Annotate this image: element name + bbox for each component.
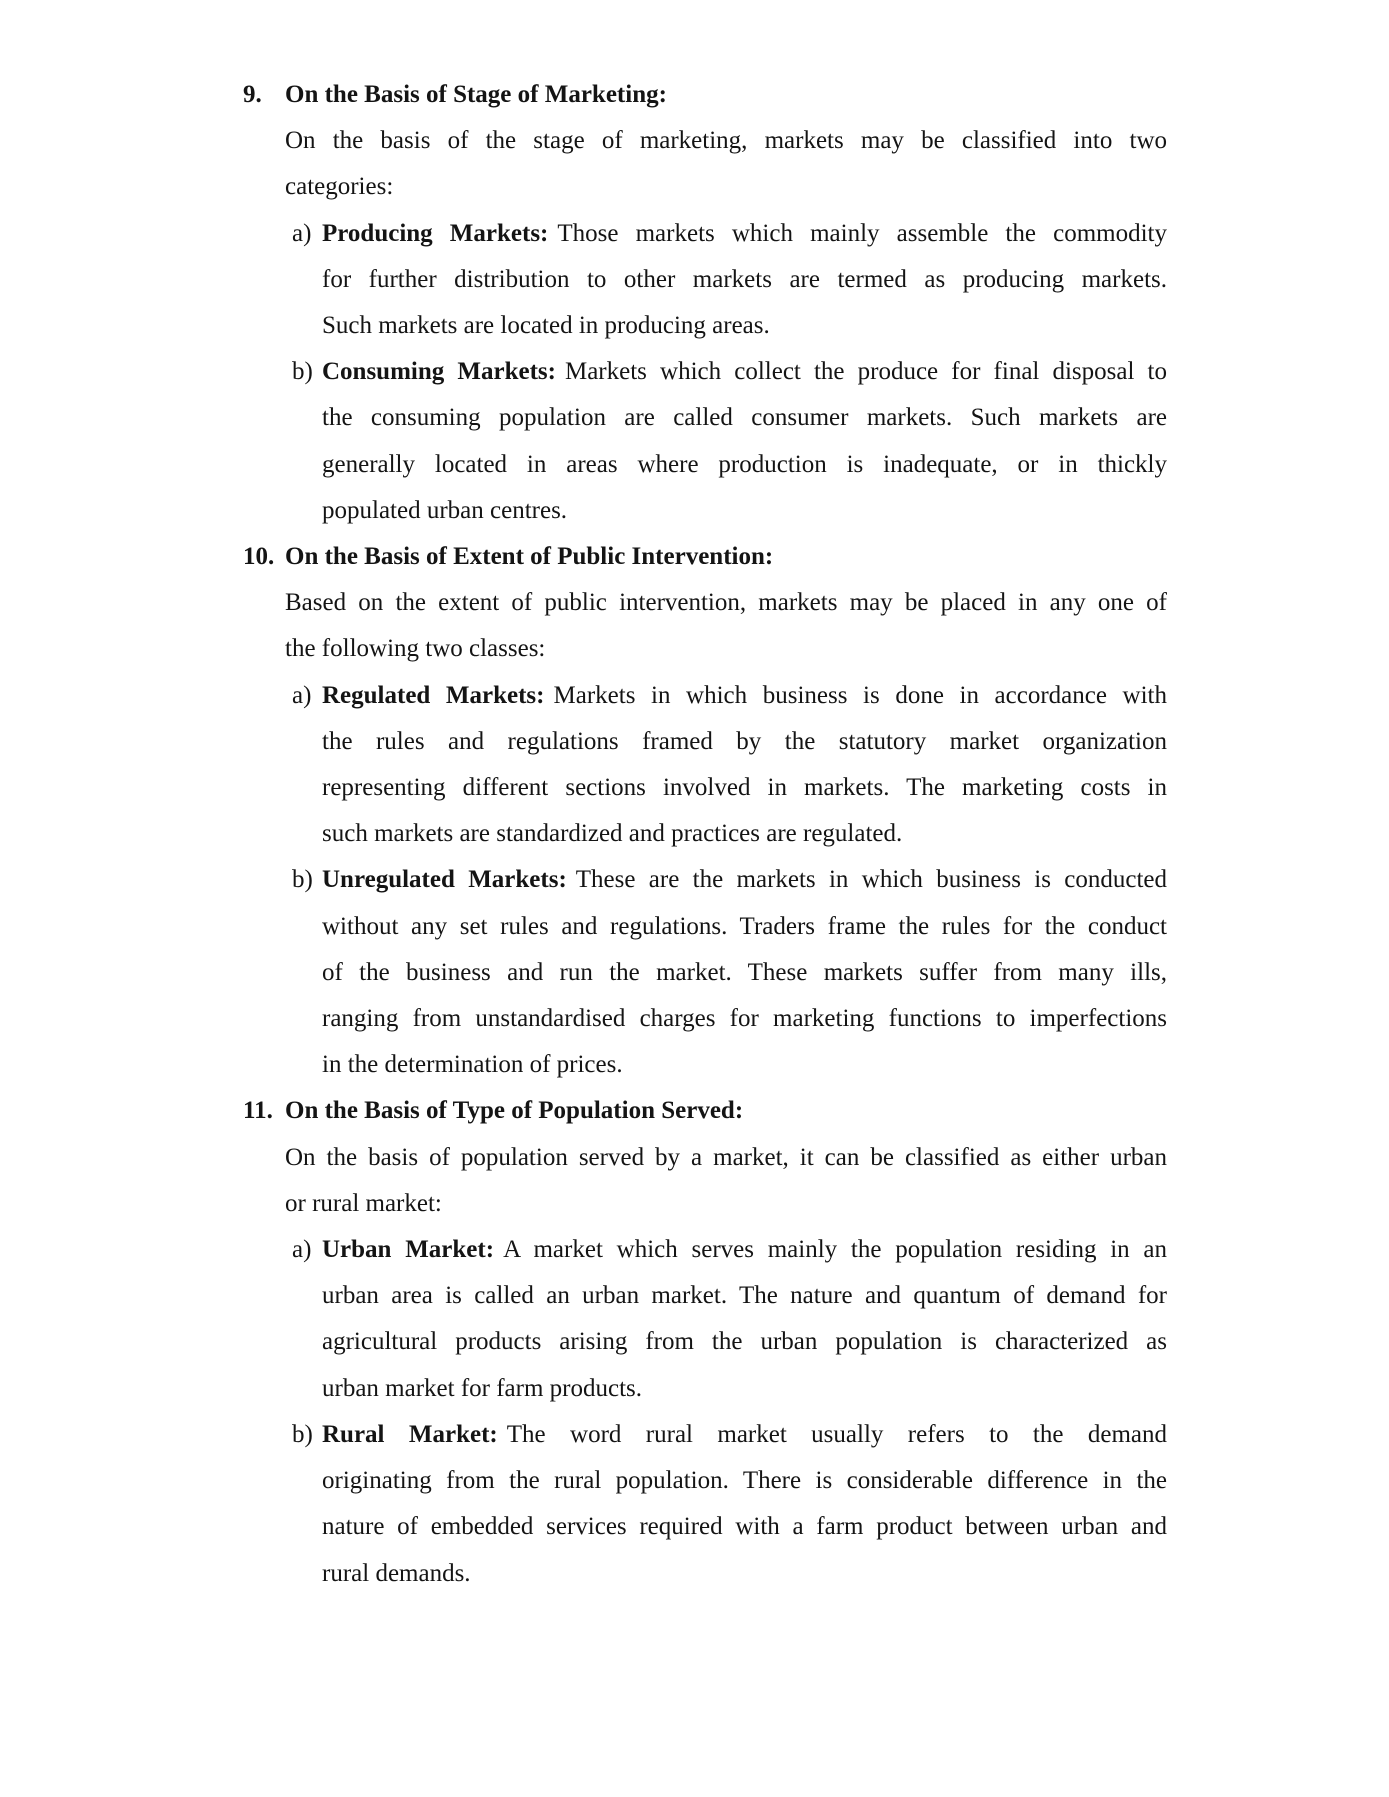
list-item [292,1227,1167,1412]
section-heading [243,1088,1167,1134]
item-first-line [292,857,1167,903]
paragraph-line: nature of embedded services required with a farm product between urban and [322,1513,1167,1541]
paragraph-line: rural demands. [322,1559,471,1587]
paragraph-line: Such markets are located in producing areas. [322,312,770,340]
paragraph-line: representing different sections involved in markets. The marketing costs in [322,774,1167,802]
section-heading [243,72,1167,118]
paragraph-line: populated urban centres. [322,496,568,524]
paragraph-line: the following two classes: [285,635,546,663]
item-text: A market which serves mainly the population residing in an [503,1236,1167,1264]
list-item [292,1412,1168,1597]
paragraph-line: the consuming population are called consumer markets. Such markets are [322,404,1167,432]
paragraph-line: categories: [285,173,394,201]
item-first-line [292,673,1167,719]
item-term: Rural Market: [322,1420,498,1448]
paragraph-line: for further distribution to other markets are termed as producing markets. [322,265,1167,293]
paragraph-line: originating from the rural population. There is considerable difference in the [322,1467,1167,1495]
item-letter: b) [292,1420,313,1448]
item-term: Consuming Markets: [322,358,556,386]
item-letter: a) [292,1236,312,1264]
paragraph-line: of the business and run the market. These markets suffer from many ills, [322,958,1167,986]
list-item [292,349,1167,534]
item-text: These are the markets in which business is conducted [575,866,1167,894]
item-term: Producing Markets: [322,219,549,247]
item-term: Regulated Markets: [322,681,545,709]
section-number: 9. [243,81,262,108]
item-letter: a) [292,219,312,247]
item-term: Urban Market: [322,1236,495,1264]
paragraph-line: On the basis of population served by a market, it can be classified as either urban [285,1143,1167,1171]
item-first-line [292,211,1167,257]
item-text: Those markets which mainly assemble the commodity [557,219,1167,247]
section-heading-text: On the Basis of Type of Population Served: [285,1097,744,1125]
section-number: 10. [243,543,275,571]
paragraph-line: the rules and regulations framed by the statutory market organization [322,727,1167,755]
paragraph-line: such markets are standardized and practices are regulated. [322,820,903,848]
list-item [292,857,1167,1088]
paragraph-line: urban area is called an urban market. The nature and quantum of demand for [322,1282,1167,1310]
paragraph-line: in the determination of prices. [322,1051,623,1079]
item-first-line [292,1227,1167,1273]
item-text: Markets in which business is done in accordance with [553,681,1167,709]
paragraph-line: urban market for farm products. [322,1374,643,1402]
section-heading-text: On the Basis of Stage of Marketing: [285,81,667,108]
paragraph-line: generally located in areas where production is inadequate, or in thickly [322,450,1167,478]
item-first-line [292,349,1167,395]
item-term: Unregulated Markets: [322,866,567,894]
section-number: 11. [243,1097,273,1125]
item-text: Markets which collect the produce for final disposal to [564,358,1167,386]
paragraph-line: or rural market: [285,1189,442,1217]
paragraph-line: ranging from unstandardised charges for marketing functions to imperfections [322,1005,1167,1033]
paragraph-line: agricultural products arising from the urban population is characterized as [322,1328,1167,1356]
item-letter: a) [292,681,312,709]
list-item [292,673,1167,858]
item-first-line [292,1412,1168,1458]
paragraph-line: without any set rules and regulations. Traders frame the rules for the conduct [322,912,1167,940]
paragraph-line: Based on the extent of public intervention, markets may be placed in any one of [285,589,1167,617]
document-content [243,72,1168,1597]
item-letter: b) [292,866,313,894]
item-text: The word rural market usually refers to the demand [506,1420,1168,1448]
section-heading-text: On the Basis of Extent of Public Intervention: [285,543,774,571]
list-item [292,211,1167,350]
item-letter: b) [292,358,313,386]
paragraph-line: On the basis of the stage of marketing, markets may be classified into two [285,127,1167,155]
section-heading [243,534,1167,580]
